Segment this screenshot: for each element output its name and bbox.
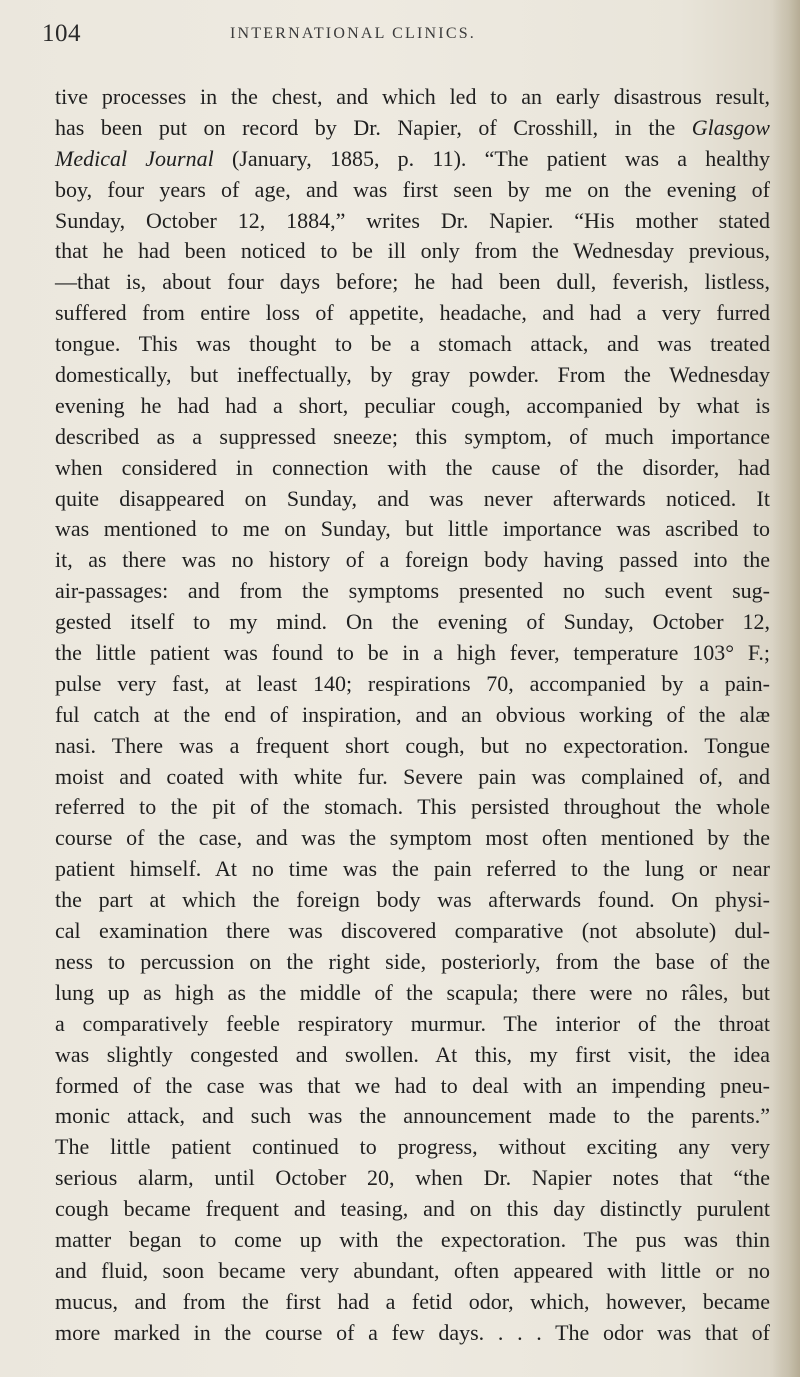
- text-line: [55, 1225, 770, 1256]
- text-run: lung up as high as the middle of the scapula; there were no râles, but: [55, 979, 770, 1005]
- running-head: INTERNATIONAL CLINICS.: [230, 25, 477, 42]
- text-run: moist and coated with white fur. Severe pain was complained of, and: [55, 763, 770, 789]
- text-line: [55, 422, 770, 453]
- text-line: [55, 792, 770, 823]
- text-line: [55, 731, 770, 762]
- text-line: [55, 391, 770, 422]
- text-line: [55, 607, 770, 638]
- text-line: [55, 978, 770, 1009]
- text-line: [55, 545, 770, 576]
- text-run: it, as there was no history of a foreign body having passed into the: [55, 547, 770, 573]
- text-line: [55, 885, 770, 916]
- text-run: the part at which the foreign body was afterwards found. On physi-: [55, 887, 770, 913]
- page-number: 104: [42, 20, 81, 47]
- text-run: gested itself to my mind. On the evening of Sunday, October 12,: [55, 609, 770, 635]
- text-line: [55, 329, 770, 360]
- text-run: tive processes in the chest, and which led to an early disastrous result,: [55, 84, 770, 109]
- text-run: ness to percussion on the right side, posteriorly, from the base of the: [55, 948, 770, 974]
- text-line: [55, 854, 770, 885]
- text-line: [55, 823, 770, 854]
- text-run: —that is, about four days before; he had been dull, feverish, listless,: [55, 269, 770, 295]
- text-line: [55, 1194, 770, 1225]
- text-run: Sunday, October 12, 1884,” writes Dr. Napier. “His mother stated: [55, 207, 770, 233]
- text-line: [55, 762, 770, 793]
- text-run: the little patient was found to be in a high fever, temperature 103° F.;: [55, 640, 770, 666]
- text-line: [55, 175, 770, 206]
- text-line: [55, 1009, 770, 1040]
- text-run: serious alarm, until October 20, when Dr. Napier notes that “the: [55, 1165, 770, 1191]
- text-line: [55, 236, 770, 267]
- text-run: pulse very fast, at least 140; respirations 70, accompanied by a pain-: [55, 670, 770, 696]
- text-run: boy, four years of age, and was first seen by me on the evening of: [55, 176, 770, 202]
- text-run: ful catch at the end of inspiration, and an obvious working of the alæ: [55, 701, 770, 727]
- text-run: mucus, and from the first had a fetid odor, which, however, became: [55, 1288, 770, 1314]
- text-line: [55, 453, 770, 484]
- text-run: air-passages: and from the symptoms presented no such event sug-: [55, 578, 770, 604]
- text-run: and fluid, soon became very abundant, often appeared with little or no: [55, 1257, 770, 1283]
- text-run: referred to the pit of the stomach. This persisted throughout the whole: [55, 794, 770, 820]
- text-run: suffered from entire loss of appetite, headache, and had a very furred: [55, 300, 770, 326]
- text-line: [55, 1256, 770, 1287]
- text-line: [55, 298, 770, 329]
- italic-title: Medical Journal: [55, 145, 214, 171]
- text-line: [55, 669, 770, 700]
- text-line: [55, 206, 770, 237]
- text-line: [55, 144, 770, 175]
- text-run: a comparatively feeble respiratory murmur. The interior of the throat: [55, 1010, 770, 1036]
- text-run: course of the case, and was the symptom most often mentioned by the: [55, 825, 770, 851]
- text-line: [55, 82, 770, 113]
- body-paragraph: [55, 82, 770, 1349]
- text-run: patient himself. At no time was the pain referred to the lung or near: [55, 856, 770, 882]
- text-run: that he had been noticed to be ill only from the Wednesday previous,: [55, 238, 770, 264]
- text-run: has been put on record by Dr. Napier, of Crosshill, in the: [55, 114, 692, 140]
- text-line: [55, 1101, 770, 1132]
- text-line: [55, 1040, 770, 1071]
- text-run: (January, 1885, p. 11). “The patient was a healthy: [213, 145, 770, 171]
- text-line: [55, 638, 770, 669]
- text-run: domestically, but ineffectually, by gray powder. From the Wednesday: [55, 362, 770, 388]
- text-run: was mentioned to me on Sunday, but little importance was ascribed to: [55, 516, 770, 542]
- text-run: cal examination there was discovered comparative (not absolute) dul-: [55, 918, 770, 944]
- text-run: was slightly congested and swollen. At this, my first visit, the idea: [55, 1041, 770, 1067]
- text-line: [55, 576, 770, 607]
- text-run: when considered in connection with the cause of the disorder, had: [55, 454, 770, 480]
- text-line: [55, 1163, 770, 1194]
- text-line: [55, 916, 770, 947]
- text-line: [55, 1318, 770, 1349]
- text-line: [55, 700, 770, 731]
- page-edge-shadow: [772, 0, 800, 1377]
- text-line: [55, 113, 770, 144]
- text-run: more marked in the course of a few days. . . . The odor was that of: [55, 1319, 770, 1345]
- text-line: [55, 267, 770, 298]
- text-line: [55, 1287, 770, 1318]
- text-run: cough became frequent and teasing, and on this day distinctly purulent: [55, 1196, 770, 1222]
- text-run: formed of the case was that we had to deal with an impending pneu-: [55, 1072, 770, 1098]
- text-line: [55, 514, 770, 545]
- text-run: matter began to come up with the expectoration. The pus was thin: [55, 1226, 770, 1252]
- text-run: quite disappeared on Sunday, and was never afterwards noticed. It: [55, 485, 770, 511]
- text-run: The little patient continued to progress, without exciting any very: [55, 1134, 770, 1160]
- text-line: [55, 1071, 770, 1102]
- text-run: monic attack, and such was the announcement made to the parents.”: [55, 1103, 770, 1129]
- text-run: tongue. This was thought to be a stomach attack, and was treated: [55, 331, 770, 357]
- text-run: evening he had had a short, peculiar cough, accompanied by what is: [55, 392, 770, 418]
- text-line: [55, 947, 770, 978]
- text-line: [55, 360, 770, 391]
- text-line: [55, 484, 770, 515]
- text-run: described as a suppressed sneeze; this symptom, of much importance: [55, 423, 770, 449]
- text-run: nasi. There was a frequent short cough, but no expectoration. Tongue: [55, 732, 770, 758]
- italic-title: Glasgow: [691, 114, 770, 140]
- text-line: [55, 1132, 770, 1163]
- page-header: [42, 20, 762, 50]
